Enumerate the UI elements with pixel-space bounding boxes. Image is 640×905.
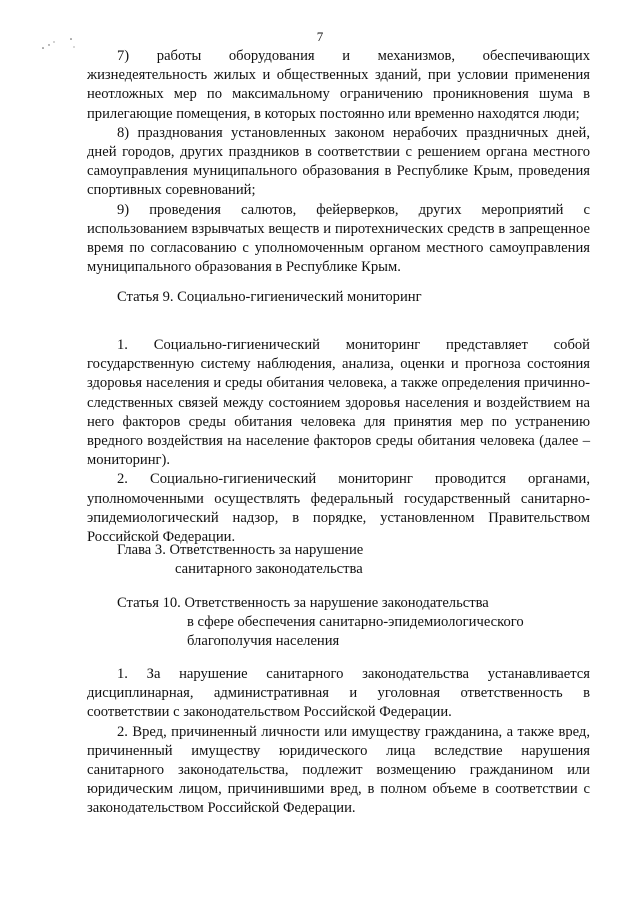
chapter-3-heading-line-1: Глава 3. Ответственность за нарушение	[117, 542, 364, 558]
article-9-heading: Статья 9. Социально-гигиенический мониторинг	[117, 289, 422, 305]
scan-specks	[40, 36, 80, 52]
article-10-heading	[87, 594, 590, 652]
article-10-body	[87, 665, 590, 819]
list-item-7: 7) работы оборудования и механизмов, обеспечивающих жизнедеятельность жилых и общественных зданий, при условии применения неотложных мер по максимальному ограничению проникновения шума в прилегающие помещения, в которых постоянно или временно находятся люди;	[87, 48, 590, 122]
page-number: 7	[316, 29, 324, 44]
article-10-heading-line-2: в сфере обеспечения санитарно-эпидемиологического	[187, 614, 524, 631]
list-item-8: 8) празднования установленных законом нерабочих праздничных дней, дней городов, других праздников в соответствии с решением органа местного самоуправления муниципального образования в Республике Крым, проведения спортивных соревнований;	[87, 124, 590, 199]
article-9-body	[87, 336, 590, 547]
article-10-paragraph-2: 2. Вред, причиненный личности или имуществу гражданина, а также вред, причиненный имуществу юридического лица вследствие нарушения санитарного законодательства, подлежит возмещению гражданином или юридическим лицом, причинившими вред, в полном объеме в соответствии с законодательством Российской Федерации.	[87, 723, 590, 817]
items-list-top	[87, 47, 590, 277]
article-10-heading-block	[87, 594, 590, 652]
article-9-paragraph-2: 2. Социально-гигиенический мониторинг проводится органами, уполномоченными осуществлять федеральный государственный санитарно-эпидемиологический надзор, в порядке, установленном Правительством Российской Федерации.	[87, 471, 590, 546]
article-10-heading-line-3: благополучия населения	[187, 633, 340, 650]
chapter-3-heading-line-2: санитарного законодательства	[175, 561, 363, 578]
list-item-9: 9) проведения салютов, фейерверков, других мероприятий с использованием взрывчатых веществ и пиротехнических средств в запрещенное время по согласованию с уполномоченным органом местного самоуправления муниципального образования в Республике Крым.	[87, 201, 590, 276]
article-10-paragraph-1: 1. За нарушение санитарного законодательства устанавливается дисциплинарная, административная и уголовная ответственность в соответствии с законодательством Российской Федерации.	[87, 666, 590, 721]
chapter-3-heading-block	[87, 541, 590, 579]
article-9-paragraph-1: 1. Социально-гигиенический мониторинг представляет собой государственную систему наблюдения, анализа, оценки и прогноза состояния здоровья населения и среды обитания человека, а также определения причинно-следственных связей между состоянием здоровья населения и воздействием на него факторов среды обитания человека для принятия мер по устранению вредного воздействия на население факторов среды обитания человека (далее – мониторинг).	[87, 337, 590, 469]
article-10-heading-line-1: Статья 10. Ответственность за нарушение законодательства	[117, 595, 489, 611]
chapter-3-heading	[87, 541, 590, 579]
article-9-heading-block	[87, 288, 590, 307]
